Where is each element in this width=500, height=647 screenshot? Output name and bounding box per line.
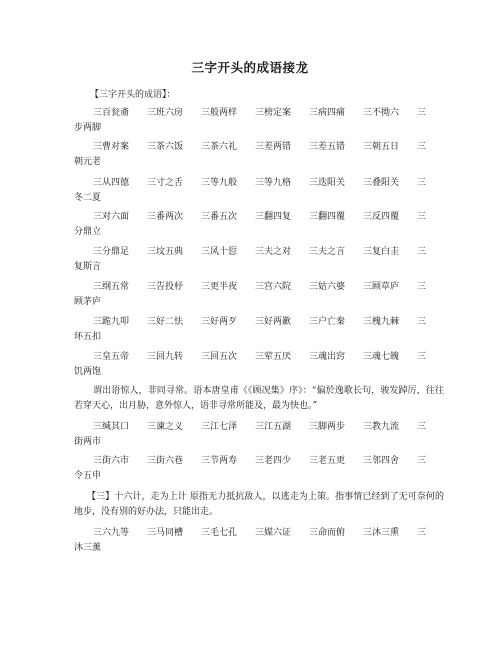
idiom-item: 三六九等 — [93, 528, 130, 538]
idiom-group — [74, 280, 444, 310]
idiom-item: 三 — [417, 178, 427, 188]
idiom-item: 三坟五典 — [147, 247, 184, 257]
idiom-row — [74, 350, 444, 365]
idiom-item: 三回五次 — [201, 352, 238, 362]
idiom-item: 三沐三熏 — [363, 528, 400, 538]
idiom-group — [74, 526, 444, 556]
idiom-item: 三 — [417, 247, 427, 257]
idiom-wrap-line — [74, 260, 444, 275]
idiom-item: 三曹对案 — [93, 142, 130, 152]
idiom-item: 三翻四覆 — [309, 212, 346, 222]
idiom-item: 三魂七魄 — [363, 352, 400, 362]
idiom-item: 三朝五日 — [363, 142, 400, 152]
idiom-group — [74, 454, 444, 484]
idiom-item: 三教九流 — [363, 422, 400, 432]
idiom-wrap-line — [74, 330, 444, 345]
idiom-item: 三顾草庐 — [363, 282, 400, 292]
idiom-row — [74, 245, 444, 260]
idiom-tail: 冬二夏 — [74, 193, 102, 203]
idiom-item: 三江五湖 — [255, 422, 292, 432]
idiom-item: 三江七泽 — [201, 422, 238, 432]
idiom-tail: 环五扣 — [74, 332, 102, 342]
idiom-tail: 顾茅庐 — [74, 297, 102, 307]
idiom-item: 三宫六院 — [255, 282, 292, 292]
idiom-item: 三班六房 — [147, 108, 184, 118]
idiom-wrap-line — [74, 295, 444, 310]
idiom-item: 三好两歹 — [201, 317, 238, 327]
idiom-group — [74, 350, 444, 380]
idiom-item: 三马同槽 — [147, 528, 184, 538]
idiom-item: 三皇五帝 — [93, 352, 130, 362]
idiom-group — [74, 315, 444, 345]
idiom-row — [74, 140, 444, 155]
idiom-item: 三缄其口 — [93, 422, 130, 432]
idiom-row — [74, 315, 444, 330]
idiom-item: 三 — [417, 142, 427, 152]
idiom-item: 三叠阳关 — [363, 178, 400, 188]
idiom-item: 三般两样 — [201, 108, 238, 118]
idiom-item: 三节两寿 — [201, 456, 238, 466]
idiom-item: 三分鼎足 — [93, 247, 130, 257]
idiom-item: 三户亡秦 — [309, 317, 346, 327]
idiom-item: 三榜定案 — [255, 108, 292, 118]
idiom-wrap-line — [74, 225, 444, 240]
idiom-group — [74, 140, 444, 170]
idiom-item: 三更半夜 — [201, 282, 238, 292]
idiom-item: 三 — [417, 456, 427, 466]
idiom-item: 三从四德 — [93, 178, 130, 188]
idiom-tail: 分鼎立 — [74, 227, 102, 237]
idiom-row — [74, 210, 444, 225]
idiom-wrap-line — [74, 435, 444, 450]
idiom-item: 三夫之对 — [255, 247, 292, 257]
idiom-item: 三对六面 — [93, 212, 130, 222]
idiom-item: 三 — [417, 212, 427, 222]
idiom-item: 三 — [417, 282, 427, 292]
section-heading: 【三字开头的成语】： — [90, 90, 176, 100]
idiom-item: 三姑六婆 — [309, 282, 346, 292]
idiom-tail: 复斯言 — [74, 262, 102, 272]
idiom-item: 三 — [417, 317, 427, 327]
idiom-item: 三百瓮齑 — [93, 108, 130, 118]
idiom-item: 三茶六礼 — [201, 142, 238, 152]
idiom-wrap-line — [74, 191, 444, 206]
idiom-item: 三 — [417, 108, 427, 118]
idiom-item: 三茶六饭 — [147, 142, 184, 152]
idiom-group — [74, 420, 444, 450]
idiom-item: 三纲五常 — [93, 282, 130, 292]
idiom-row — [74, 526, 444, 541]
idiom-item: 三 — [417, 422, 427, 432]
idiom-wrap-line — [74, 365, 444, 380]
idiom-wrap-line — [74, 541, 444, 556]
idiom-row — [74, 106, 444, 121]
idiom-row — [74, 176, 444, 191]
idiom-item: 三槐九棘 — [363, 317, 400, 327]
idiom-tail: 饥两饱 — [74, 367, 102, 377]
idiom-item: 三好两歉 — [255, 317, 292, 327]
idiom-item: 三不拗六 — [363, 108, 400, 118]
idiom-group — [74, 245, 444, 275]
idiom-item: 三夫之言 — [309, 247, 346, 257]
explanation-paragraph: 【三】十六计，走为上计 原指无力抵抗敌人，以逃走为上策。指事情已经到了无可奈何的地步，没有别的好办法，只能出走。 — [74, 492, 444, 517]
idiom-item: 三反四覆 — [363, 212, 400, 222]
idiom-item: 三翻四复 — [255, 212, 292, 222]
idiom-tail: 沐三薰 — [74, 543, 102, 553]
idiom-item: 三脚两步 — [309, 422, 346, 432]
idiom-wrap-line — [74, 121, 444, 136]
idiom-item: 三番两次 — [147, 212, 184, 222]
idiom-item: 三街六市 — [93, 456, 130, 466]
idiom-item: 三好二怯 — [147, 317, 184, 327]
idiom-item: 三寸之舌 — [147, 178, 184, 188]
idiom-item: 三跪九叩 — [93, 317, 130, 327]
idiom-item: 三毛七孔 — [201, 528, 238, 538]
idiom-item: 三谏之义 — [147, 422, 184, 432]
idiom-item: 三老五更 — [309, 456, 346, 466]
idiom-item: 三回九转 — [147, 352, 184, 362]
idiom-tail: 步两脚 — [74, 123, 102, 133]
idiom-item: 三荤五厌 — [255, 352, 292, 362]
idiom-group — [74, 106, 444, 136]
idiom-item: 三街六巷 — [147, 456, 184, 466]
explanation-paragraph: 谓出语惊人，非同寻常。语本唐皇甫《《顾况集》序》：“偏於逸歌长句，骏发踔厉，往往若穿天心，出月胁，意外惊人，语非寻常所能及，最为快也。” — [74, 386, 444, 411]
idiom-item: 三病四痛 — [309, 108, 346, 118]
idiom-item: 三媒六证 — [255, 528, 292, 538]
idiom-tail: 令五申 — [74, 471, 102, 481]
idiom-item: 三告投杼 — [147, 282, 184, 292]
idiom-tail: 朝元老 — [74, 157, 102, 167]
idiom-item: 三老四少 — [255, 456, 292, 466]
idiom-item: 三 — [417, 352, 427, 362]
idiom-item: 三等九格 — [255, 178, 292, 188]
idiom-row — [74, 280, 444, 295]
idiom-item: 三魂出窍 — [309, 352, 346, 362]
idiom-item: 三复白圭 — [363, 247, 400, 257]
idiom-item: 三 — [417, 528, 427, 538]
idiom-row — [74, 420, 444, 435]
idiom-wrap-line — [74, 155, 444, 170]
idiom-item: 三命而俯 — [309, 528, 346, 538]
idiom-item: 三等九般 — [201, 178, 238, 188]
idiom-item: 三番五次 — [201, 212, 238, 222]
idiom-item: 三差两错 — [255, 142, 292, 152]
idiom-row — [74, 454, 444, 469]
idiom-group — [74, 210, 444, 240]
idiom-group — [74, 176, 444, 206]
idiom-tail: 街两市 — [74, 437, 102, 447]
idiom-item: 三邻四舍 — [363, 456, 400, 466]
idiom-item: 三迭阳关 — [309, 178, 346, 188]
idiom-item: 三差五错 — [309, 142, 346, 152]
page-title: 三字开头的成语接龙 — [191, 60, 309, 75]
idiom-item: 三风十愆 — [201, 247, 238, 257]
idiom-wrap-line — [74, 469, 444, 484]
